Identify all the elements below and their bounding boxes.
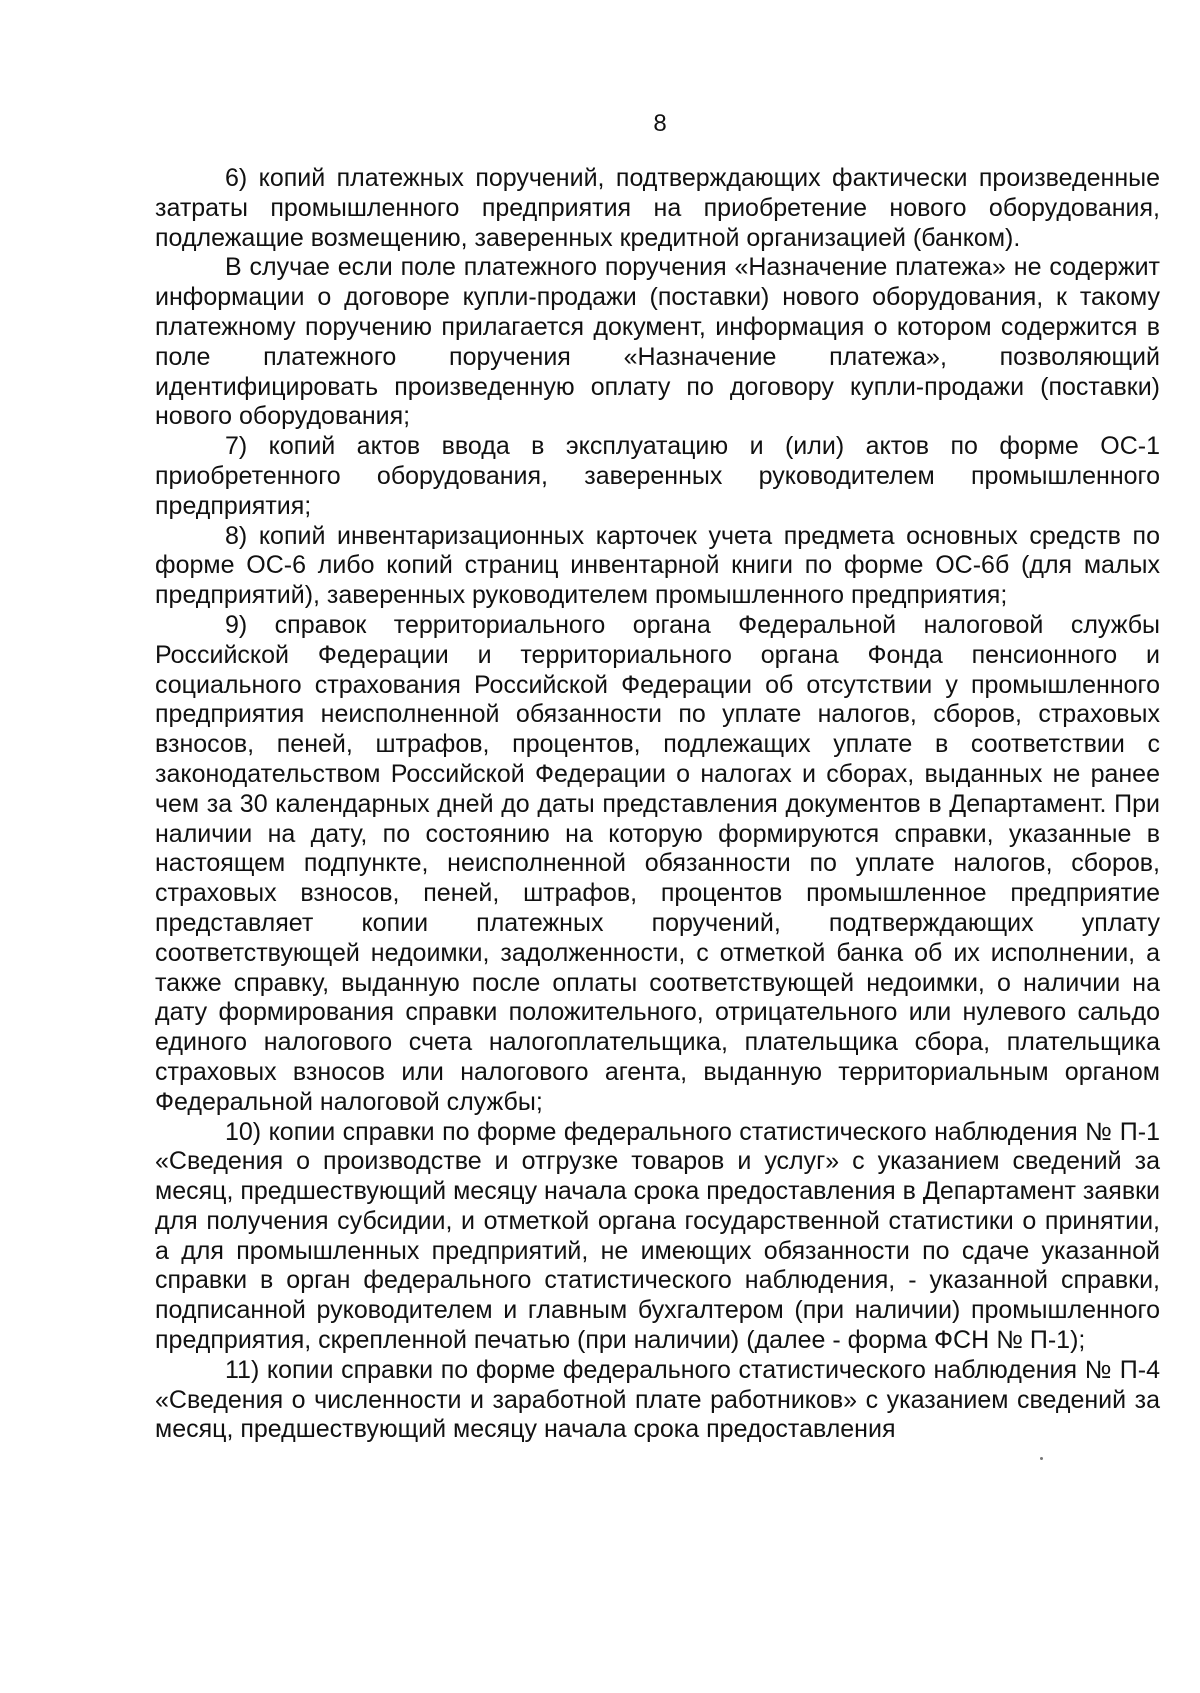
paragraph-item-8: 8) копий инвентаризационных карточек учета предмета основных средств по форме ОС-6 либо копий страниц инвентарной книги по форме ОС-6б (для малых предприятий), заверенных руководителем промышленного предприятия; xyxy=(155,521,1160,610)
paragraph-item-9: 9) справок территориального органа Федеральной налоговой службы Российской Федерации и территориального органа Фонда пенсионного и социального страхования Российской Федерации об отсутствии у промышленного предприятия неисполненной обязанности по уплате налогов, сборов, страховых взносов, пеней, штрафов, процентов, подлежащих уплате в соответствии с законодательством Российской Федерации о налогах и сборах, выданных не ранее чем за 30 календарных дней до даты представления документов в Департамент. При наличии на дату, по состоянию на которую формируются справки, указанные в настоящем подпункте, неисполненной обязанности по уплате налогов, сборов, страховых взносов, пеней, штрафов, процентов промышленное предприятие представляет копии платежных поручений, подтверждающих уплату соответствующей недоимки, задолженности, с отметкой банка об их исполнении, а также справку, выданную после оплаты соответствующей недоимки, о наличии на дату формирования справки положительного, отрицательного или нулевого сальдо единого налогового счета налогоплательщика, плательщика сбора, плательщика страховых взносов или налогового агента, выданную территориальным органом Федеральной налоговой службы; xyxy=(155,610,1160,1116)
document-body xyxy=(155,164,1160,1445)
paragraph-payment-purpose: В случае если поле платежного поручения «Назначение платежа» не содержит информации о договоре купли-продажи (поставки) нового оборудования, к такому платежному поручению прилагается документ, информация о котором содержится в поле платежного поручения «Назначение платежа», позволяющий идентифицировать произведенную оплату по договору купли-продажи (поставки) нового оборудования; xyxy=(155,253,1160,431)
scan-artifact xyxy=(1040,1457,1043,1460)
page-number: 8 xyxy=(653,110,667,137)
paragraph-item-11: 11) копии справки по форме федерального статистического наблюдения № П-4 «Сведения о численности и заработной плате работников» с указанием сведений за месяц, предшествующий месяцу начала срока предоставления xyxy=(155,1355,1160,1444)
paragraph-item-6: 6) копий платежных поручений, подтверждающих фактически произведенные затраты промышленного предприятия на приобретение нового оборудования, подлежащие возмещению, заверенных кредитной организацией (банком). xyxy=(155,164,1160,252)
paragraph-item-10: 10) копии справки по форме федерального статистического наблюдения № П-1 «Сведения о производстве и отгрузке товаров и услуг» с указанием сведений за месяц, предшествующий месяцу начала срока предоставления в Департамент заявки для получения субсидии, и отметкой органа государственной статистики о принятии, а для промышленных предприятий, не имеющих обязанности по сдаче указанной справки в орган федерального статистического наблюдения, - указанной справки, подписанной руководителем и главным бухгалтером (при наличии) промышленного предприятия, скрепленной печатью (при наличии) (далее - форма ФСН № П-1); xyxy=(155,1117,1160,1355)
paragraph-item-7: 7) копий актов ввода в эксплуатацию и (или) актов по форме ОС-1 приобретенного оборудования, заверенных руководителем промышленного предприятия; xyxy=(155,432,1160,520)
